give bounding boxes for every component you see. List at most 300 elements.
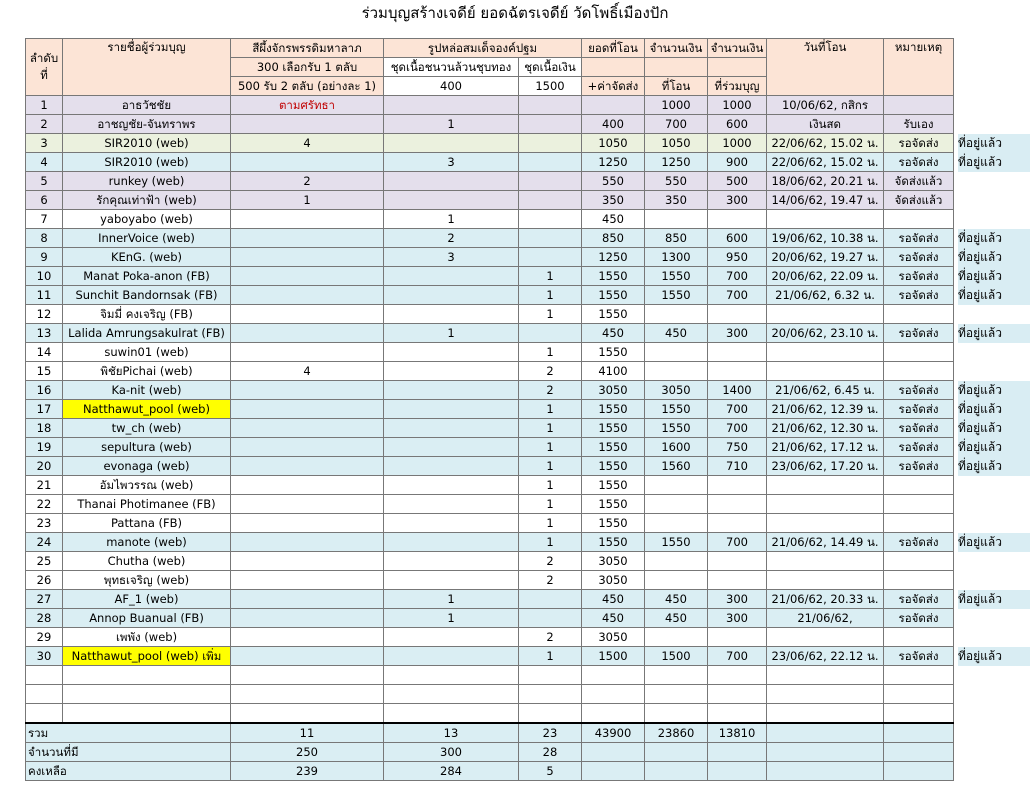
- cell-remark[interactable]: รอจัดส่ง: [884, 153, 954, 172]
- cell-date[interactable]: 21/06/62, 12.39 น.: [767, 400, 884, 419]
- totals-cell-x[interactable]: [767, 723, 884, 743]
- cell-gold[interactable]: [384, 419, 519, 438]
- cell-silver[interactable]: 1: [519, 400, 582, 419]
- cell-date[interactable]: 23/06/62, 17.20 น.: [767, 457, 884, 476]
- totals-cell-due[interactable]: [582, 743, 645, 762]
- cell-paid[interactable]: 1300: [645, 248, 708, 267]
- totals-cell-donate[interactable]: [708, 762, 767, 781]
- header-no[interactable]: ลำดับ ที่: [26, 39, 63, 96]
- address-note[interactable]: ที่อยู่แล้ว: [958, 381, 1030, 400]
- blank-cell[interactable]: [63, 704, 231, 724]
- address-note[interactable]: ที่อยู่แล้ว: [958, 419, 1030, 438]
- cell-gold[interactable]: 1: [384, 590, 519, 609]
- cell-gold[interactable]: [384, 571, 519, 590]
- cell-gold[interactable]: [384, 267, 519, 286]
- cell-due[interactable]: 1550: [582, 533, 645, 552]
- blank-cell[interactable]: [645, 685, 708, 704]
- blank-cell[interactable]: [231, 666, 384, 685]
- cell-silver[interactable]: 1: [519, 457, 582, 476]
- cell-silver[interactable]: [519, 324, 582, 343]
- cell-date[interactable]: 21/06/62, 20.33 น.: [767, 590, 884, 609]
- cell-due[interactable]: 1550: [582, 476, 645, 495]
- cell-donate[interactable]: 500: [708, 172, 767, 191]
- cell-remark[interactable]: รอจัดส่ง: [884, 248, 954, 267]
- cell-remark[interactable]: รอจัดส่ง: [884, 609, 954, 628]
- header-transfer-due-1[interactable]: ยอดที่โอน: [582, 39, 645, 58]
- cell-tray[interactable]: [231, 419, 384, 438]
- cell-tray[interactable]: 1: [231, 191, 384, 210]
- cell-tray[interactable]: [231, 229, 384, 248]
- cell-remark[interactable]: รอจัดส่ง: [884, 438, 954, 457]
- cell-gold[interactable]: [384, 381, 519, 400]
- cell-paid[interactable]: 1550: [645, 400, 708, 419]
- cell-no[interactable]: 19: [26, 438, 63, 457]
- totals-cell-donate[interactable]: [708, 743, 767, 762]
- cell-paid[interactable]: 350: [645, 191, 708, 210]
- cell-no[interactable]: 10: [26, 267, 63, 286]
- header-tray-2[interactable]: 300 เลือกรับ 1 ตลับ: [231, 58, 384, 77]
- cell-due[interactable]: 450: [582, 210, 645, 229]
- totals-cell-label[interactable]: จำนวนที่มี: [26, 743, 231, 762]
- header-transfer-due-2[interactable]: +ค่าจัดส่ง: [582, 77, 645, 96]
- cell-gold[interactable]: [384, 628, 519, 647]
- cell-remark[interactable]: [884, 571, 954, 590]
- cell-no[interactable]: 5: [26, 172, 63, 191]
- header-silver-price[interactable]: 1500: [519, 77, 582, 96]
- cell-donate[interactable]: 700: [708, 533, 767, 552]
- totals-cell-due[interactable]: [582, 762, 645, 781]
- cell-remark[interactable]: [884, 210, 954, 229]
- cell-date[interactable]: 20/06/62, 19.27 น.: [767, 248, 884, 267]
- cell-gold[interactable]: 1: [384, 115, 519, 134]
- cell-donate[interactable]: [708, 628, 767, 647]
- cell-silver[interactable]: [519, 96, 582, 115]
- cell-remark[interactable]: รอจัดส่ง: [884, 381, 954, 400]
- address-note[interactable]: ที่อยู่แล้ว: [958, 400, 1030, 419]
- blank-cell[interactable]: [519, 704, 582, 724]
- cell-donate[interactable]: [708, 571, 767, 590]
- totals-cell-gold[interactable]: 300: [384, 743, 519, 762]
- cell-donate[interactable]: 900: [708, 153, 767, 172]
- blank-cell[interactable]: [519, 666, 582, 685]
- totals-cell-tray[interactable]: 239: [231, 762, 384, 781]
- cell-name[interactable]: รักคุณเท่าฟ้า (web): [63, 191, 231, 210]
- cell-donate[interactable]: 300: [708, 324, 767, 343]
- cell-no[interactable]: 12: [26, 305, 63, 324]
- cell-silver[interactable]: 1: [519, 267, 582, 286]
- cell-paid[interactable]: [645, 476, 708, 495]
- cell-silver[interactable]: [519, 609, 582, 628]
- cell-remark[interactable]: รอจัดส่ง: [884, 400, 954, 419]
- blank-cell[interactable]: [63, 685, 231, 704]
- cell-due[interactable]: 3050: [582, 381, 645, 400]
- cell-no[interactable]: 9: [26, 248, 63, 267]
- cell-remark[interactable]: [884, 362, 954, 381]
- cell-donate[interactable]: [708, 210, 767, 229]
- blank-cell[interactable]: [384, 685, 519, 704]
- cell-paid[interactable]: [645, 362, 708, 381]
- cell-date[interactable]: 21/06/62, 6.45 น.: [767, 381, 884, 400]
- cell-tray[interactable]: [231, 590, 384, 609]
- cell-donate[interactable]: 700: [708, 286, 767, 305]
- cell-date[interactable]: [767, 362, 884, 381]
- cell-date[interactable]: 21/06/62,: [767, 609, 884, 628]
- cell-silver[interactable]: [519, 172, 582, 191]
- cell-remark[interactable]: รอจัดส่ง: [884, 286, 954, 305]
- cell-silver[interactable]: [519, 590, 582, 609]
- blank-cell[interactable]: [884, 666, 954, 685]
- cell-gold[interactable]: [384, 647, 519, 666]
- cell-due[interactable]: 1550: [582, 514, 645, 533]
- cell-no[interactable]: 22: [26, 495, 63, 514]
- address-note[interactable]: ที่อยู่แล้ว: [958, 590, 1030, 609]
- cell-paid[interactable]: [645, 514, 708, 533]
- cell-paid[interactable]: 1000: [645, 96, 708, 115]
- header-donate-1[interactable]: จำนวนเงิน: [708, 39, 767, 58]
- cell-silver[interactable]: 1: [519, 495, 582, 514]
- cell-name[interactable]: yaboyabo (web): [63, 210, 231, 229]
- address-note[interactable]: ที่อยู่แล้ว: [958, 286, 1030, 305]
- cell-tray[interactable]: [231, 609, 384, 628]
- cell-gold[interactable]: [384, 96, 519, 115]
- cell-name[interactable]: อาชญชัย-จันทราพร: [63, 115, 231, 134]
- totals-cell-silver[interactable]: 28: [519, 743, 582, 762]
- cell-silver[interactable]: [519, 248, 582, 267]
- blank-cell[interactable]: [708, 666, 767, 685]
- cell-tray[interactable]: [231, 153, 384, 172]
- blank-cell[interactable]: [645, 704, 708, 724]
- cell-silver[interactable]: 2: [519, 362, 582, 381]
- cell-due[interactable]: 1500: [582, 647, 645, 666]
- cell-remark[interactable]: [884, 514, 954, 533]
- cell-date[interactable]: [767, 628, 884, 647]
- address-note[interactable]: ที่อยู่แล้ว: [958, 248, 1030, 267]
- cell-gold[interactable]: [384, 191, 519, 210]
- cell-date[interactable]: [767, 476, 884, 495]
- cell-gold[interactable]: [384, 495, 519, 514]
- cell-remark[interactable]: จัดส่งแล้ว: [884, 191, 954, 210]
- cell-name[interactable]: Natthawut_pool (web) เพิ่ม: [63, 647, 231, 666]
- cell-tray[interactable]: [231, 514, 384, 533]
- address-note[interactable]: ที่อยู่แล้ว: [958, 134, 1030, 153]
- cell-paid[interactable]: 700: [645, 115, 708, 134]
- cell-donate[interactable]: 300: [708, 590, 767, 609]
- cell-donate[interactable]: 1400: [708, 381, 767, 400]
- cell-remark[interactable]: รอจัดส่ง: [884, 647, 954, 666]
- cell-name[interactable]: tw_ch (web): [63, 419, 231, 438]
- cell-remark[interactable]: [884, 305, 954, 324]
- cell-no[interactable]: 24: [26, 533, 63, 552]
- cell-due[interactable]: 1550: [582, 343, 645, 362]
- cell-no[interactable]: 28: [26, 609, 63, 628]
- cell-name[interactable]: SIR2010 (web): [63, 134, 231, 153]
- cell-date[interactable]: 20/06/62, 22.09 น.: [767, 267, 884, 286]
- cell-tray[interactable]: [231, 476, 384, 495]
- address-note[interactable]: ที่อยู่แล้ว: [958, 647, 1030, 666]
- cell-due[interactable]: 1550: [582, 419, 645, 438]
- cell-date[interactable]: 19/06/62, 10.38 น.: [767, 229, 884, 248]
- cell-gold[interactable]: 1: [384, 210, 519, 229]
- cell-tray[interactable]: 4: [231, 134, 384, 153]
- cell-due[interactable]: [582, 96, 645, 115]
- cell-tray[interactable]: [231, 343, 384, 362]
- cell-remark[interactable]: [884, 96, 954, 115]
- cell-name[interactable]: พุทธเจริญ (web): [63, 571, 231, 590]
- cell-date[interactable]: [767, 305, 884, 324]
- cell-due[interactable]: 1550: [582, 267, 645, 286]
- header-donate-2[interactable]: ที่ร่วมบุญ: [708, 77, 767, 96]
- cell-no[interactable]: 16: [26, 381, 63, 400]
- cell-paid[interactable]: [645, 552, 708, 571]
- cell-paid[interactable]: [645, 571, 708, 590]
- cell-silver[interactable]: 1: [519, 647, 582, 666]
- cell-due[interactable]: 1550: [582, 457, 645, 476]
- cell-due[interactable]: 400: [582, 115, 645, 134]
- cell-due[interactable]: 450: [582, 590, 645, 609]
- cell-no[interactable]: 8: [26, 229, 63, 248]
- cell-tray[interactable]: [231, 324, 384, 343]
- cell-due[interactable]: 3050: [582, 552, 645, 571]
- blank-cell[interactable]: [26, 704, 63, 724]
- cell-due[interactable]: 1550: [582, 305, 645, 324]
- cell-gold[interactable]: [384, 362, 519, 381]
- blank-cell[interactable]: [519, 685, 582, 704]
- cell-gold[interactable]: [384, 400, 519, 419]
- totals-cell-gold[interactable]: 13: [384, 723, 519, 743]
- blank-cell[interactable]: [231, 685, 384, 704]
- cell-silver[interactable]: 2: [519, 628, 582, 647]
- totals-cell-y[interactable]: [884, 743, 954, 762]
- cell-date[interactable]: [767, 552, 884, 571]
- cell-remark[interactable]: จัดส่งแล้ว: [884, 172, 954, 191]
- cell-no[interactable]: 26: [26, 571, 63, 590]
- header-tray-3[interactable]: 500 รับ 2 ตลับ (อย่างละ 1): [231, 77, 384, 96]
- cell-no[interactable]: 13: [26, 324, 63, 343]
- cell-gold[interactable]: [384, 286, 519, 305]
- cell-no[interactable]: 15: [26, 362, 63, 381]
- cell-donate[interactable]: 950: [708, 248, 767, 267]
- cell-tray[interactable]: [231, 400, 384, 419]
- cell-name[interactable]: อาธวัชชัย: [63, 96, 231, 115]
- cell-no[interactable]: 7: [26, 210, 63, 229]
- cell-gold[interactable]: 1: [384, 324, 519, 343]
- cell-name[interactable]: manote (web): [63, 533, 231, 552]
- blank-cell[interactable]: [582, 685, 645, 704]
- blank-cell[interactable]: [26, 666, 63, 685]
- cell-remark[interactable]: [884, 476, 954, 495]
- cell-gold[interactable]: [384, 172, 519, 191]
- cell-due[interactable]: 3050: [582, 628, 645, 647]
- cell-no[interactable]: 25: [26, 552, 63, 571]
- totals-cell-tray[interactable]: 11: [231, 723, 384, 743]
- cell-due[interactable]: 1550: [582, 400, 645, 419]
- cell-due[interactable]: 1250: [582, 248, 645, 267]
- cell-donate[interactable]: [708, 476, 767, 495]
- blank-cell[interactable]: [767, 666, 884, 685]
- cell-due[interactable]: 1050: [582, 134, 645, 153]
- totals-cell-silver[interactable]: 5: [519, 762, 582, 781]
- cell-tray[interactable]: [231, 647, 384, 666]
- totals-cell-silver[interactable]: 23: [519, 723, 582, 743]
- cell-due[interactable]: 450: [582, 324, 645, 343]
- blank-cell[interactable]: [645, 666, 708, 685]
- cell-name[interactable]: Manat Poka-anon (FB): [63, 267, 231, 286]
- header-tray-1[interactable]: สีผึ้งจักรพรรดิมหาลาภ: [231, 39, 384, 58]
- totals-cell-y[interactable]: [884, 762, 954, 781]
- cell-remark[interactable]: รอจัดส่ง: [884, 267, 954, 286]
- cell-tray[interactable]: [231, 267, 384, 286]
- cell-date[interactable]: [767, 495, 884, 514]
- cell-gold[interactable]: [384, 438, 519, 457]
- cell-paid[interactable]: 3050: [645, 381, 708, 400]
- cell-name[interactable]: Pattana (FB): [63, 514, 231, 533]
- cell-donate[interactable]: 1000: [708, 134, 767, 153]
- cell-paid[interactable]: 450: [645, 324, 708, 343]
- totals-cell-gold[interactable]: 284: [384, 762, 519, 781]
- cell-silver[interactable]: 2: [519, 381, 582, 400]
- cell-name[interactable]: เพพัง (web): [63, 628, 231, 647]
- cell-no[interactable]: 18: [26, 419, 63, 438]
- blank-cell[interactable]: [231, 704, 384, 724]
- cell-paid[interactable]: 1550: [645, 267, 708, 286]
- cell-paid[interactable]: 1050: [645, 134, 708, 153]
- cell-tray[interactable]: [231, 457, 384, 476]
- cell-silver[interactable]: [519, 134, 582, 153]
- cell-date[interactable]: [767, 210, 884, 229]
- cell-silver[interactable]: 1: [519, 438, 582, 457]
- cell-donate[interactable]: 700: [708, 267, 767, 286]
- cell-no[interactable]: 3: [26, 134, 63, 153]
- cell-gold[interactable]: 3: [384, 248, 519, 267]
- cell-remark[interactable]: รับเอง: [884, 115, 954, 134]
- cell-silver[interactable]: [519, 191, 582, 210]
- header-date[interactable]: วันที่โอน: [767, 39, 884, 96]
- cell-donate[interactable]: 1000: [708, 96, 767, 115]
- totals-cell-x[interactable]: [767, 743, 884, 762]
- totals-cell-label[interactable]: รวม: [26, 723, 231, 743]
- cell-tray[interactable]: [231, 628, 384, 647]
- cell-remark[interactable]: รอจัดส่ง: [884, 229, 954, 248]
- cell-silver[interactable]: 1: [519, 286, 582, 305]
- cell-gold[interactable]: [384, 514, 519, 533]
- cell-tray[interactable]: 2: [231, 172, 384, 191]
- cell-date[interactable]: 21/06/62, 6.32 น.: [767, 286, 884, 305]
- blank-cell[interactable]: [384, 666, 519, 685]
- cell-gold[interactable]: [384, 343, 519, 362]
- cell-due[interactable]: 4100: [582, 362, 645, 381]
- cell-name[interactable]: อัมไพวรรณ (web): [63, 476, 231, 495]
- cell-silver[interactable]: 1: [519, 343, 582, 362]
- totals-cell-label[interactable]: คงเหลือ: [26, 762, 231, 781]
- cell-no[interactable]: 1: [26, 96, 63, 115]
- blank-cell[interactable]: [708, 704, 767, 724]
- cell-tray[interactable]: [231, 533, 384, 552]
- cell-name[interactable]: Lalida Amrungsakulrat (FB): [63, 324, 231, 343]
- cell-paid[interactable]: [645, 628, 708, 647]
- blank-cell[interactable]: [582, 666, 645, 685]
- cell-remark[interactable]: รอจัดส่ง: [884, 590, 954, 609]
- cell-no[interactable]: 4: [26, 153, 63, 172]
- address-note[interactable]: ที่อยู่แล้ว: [958, 324, 1030, 343]
- totals-cell-y[interactable]: [884, 723, 954, 743]
- cell-donate[interactable]: 300: [708, 191, 767, 210]
- cell-silver[interactable]: [519, 229, 582, 248]
- cell-paid[interactable]: [645, 305, 708, 324]
- cell-paid[interactable]: 450: [645, 609, 708, 628]
- cell-remark[interactable]: รอจัดส่ง: [884, 457, 954, 476]
- cell-no[interactable]: 20: [26, 457, 63, 476]
- cell-name[interactable]: KEnG. (web): [63, 248, 231, 267]
- cell-no[interactable]: 17: [26, 400, 63, 419]
- header-amount-2[interactable]: ที่โอน: [645, 77, 708, 96]
- address-note[interactable]: ที่อยู่แล้ว: [958, 457, 1030, 476]
- cell-remark[interactable]: รอจัดส่ง: [884, 134, 954, 153]
- cell-silver[interactable]: 1: [519, 476, 582, 495]
- cell-silver[interactable]: [519, 115, 582, 134]
- cell-tray[interactable]: [231, 571, 384, 590]
- address-note[interactable]: ที่อยู่แล้ว: [958, 153, 1030, 172]
- cell-paid[interactable]: 450: [645, 590, 708, 609]
- cell-date[interactable]: 22/06/62, 15.02 น.: [767, 134, 884, 153]
- cell-remark[interactable]: [884, 495, 954, 514]
- cell-paid[interactable]: 1560: [645, 457, 708, 476]
- cell-name[interactable]: Ka-nit (web): [63, 381, 231, 400]
- blank-cell[interactable]: [767, 685, 884, 704]
- cell-gold[interactable]: [384, 305, 519, 324]
- cell-gold[interactable]: [384, 533, 519, 552]
- cell-due[interactable]: 350: [582, 191, 645, 210]
- cell-date[interactable]: 21/06/62, 17.12 น.: [767, 438, 884, 457]
- cell-date[interactable]: 21/06/62, 14.49 น.: [767, 533, 884, 552]
- cell-due[interactable]: 1550: [582, 438, 645, 457]
- cell-no[interactable]: 29: [26, 628, 63, 647]
- cell-paid[interactable]: 550: [645, 172, 708, 191]
- cell-due[interactable]: 450: [582, 609, 645, 628]
- cell-gold[interactable]: [384, 134, 519, 153]
- cell-donate[interactable]: 300: [708, 609, 767, 628]
- address-note[interactable]: ที่อยู่แล้ว: [958, 229, 1030, 248]
- blank-cell[interactable]: [26, 685, 63, 704]
- cell-name[interactable]: suwin01 (web): [63, 343, 231, 362]
- totals-cell-donate[interactable]: 13810: [708, 723, 767, 743]
- cell-gold[interactable]: [384, 552, 519, 571]
- cell-silver[interactable]: 1: [519, 514, 582, 533]
- cell-due[interactable]: 550: [582, 172, 645, 191]
- cell-donate[interactable]: [708, 552, 767, 571]
- cell-tray[interactable]: [231, 438, 384, 457]
- totals-cell-paid[interactable]: [645, 743, 708, 762]
- cell-paid[interactable]: 1550: [645, 286, 708, 305]
- header-transfer-due-blank[interactable]: [582, 58, 645, 77]
- cell-donate[interactable]: [708, 343, 767, 362]
- cell-donate[interactable]: [708, 514, 767, 533]
- cell-donate[interactable]: 700: [708, 400, 767, 419]
- header-remark[interactable]: หมายเหตุ: [884, 39, 954, 96]
- cell-donate[interactable]: 600: [708, 229, 767, 248]
- cell-date[interactable]: 22/06/62, 15.02 น.: [767, 153, 884, 172]
- cell-name[interactable]: AF_1 (web): [63, 590, 231, 609]
- cell-gold[interactable]: 1: [384, 609, 519, 628]
- cell-name[interactable]: runkey (web): [63, 172, 231, 191]
- cell-paid[interactable]: 1550: [645, 419, 708, 438]
- totals-cell-paid[interactable]: [645, 762, 708, 781]
- cell-tray[interactable]: [231, 210, 384, 229]
- cell-donate[interactable]: 710: [708, 457, 767, 476]
- cell-paid[interactable]: [645, 210, 708, 229]
- cell-gold[interactable]: [384, 476, 519, 495]
- cell-date[interactable]: 10/06/62, กสิกร: [767, 96, 884, 115]
- cell-donate[interactable]: 700: [708, 647, 767, 666]
